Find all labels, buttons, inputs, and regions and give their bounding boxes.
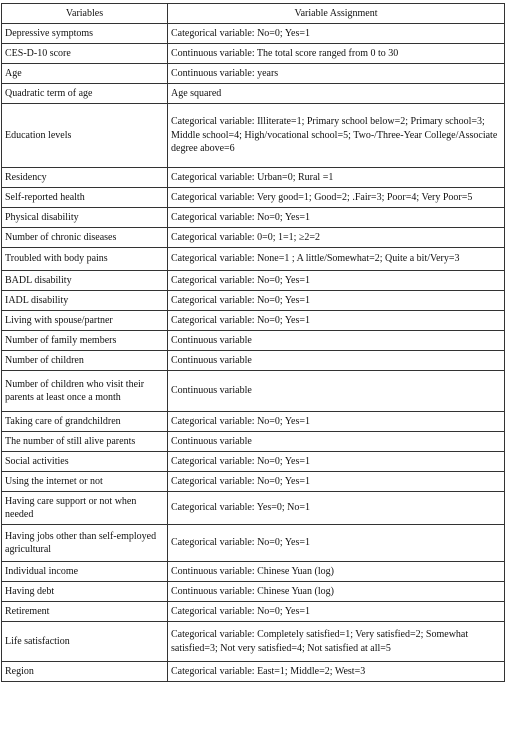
variable-cell: Individual income (2, 562, 168, 582)
variable-cell: Retirement (2, 602, 168, 622)
table-row (2, 582, 505, 602)
assignment-cell: Continuous variable: The total score ranged from 0 to 30 (168, 44, 505, 64)
table-row (2, 168, 505, 188)
table-row (2, 525, 505, 562)
variable-cell: Having care support or not when needed (2, 492, 168, 525)
variable-cell: Troubled with body pains (2, 248, 168, 271)
table-row (2, 562, 505, 582)
assignment-cell: Categorical variable: No=0; Yes=1 (168, 208, 505, 228)
table-row (2, 351, 505, 371)
assignment-cell: Categorical variable: No=0; Yes=1 (168, 412, 505, 432)
table-row (2, 602, 505, 622)
assignment-cell: Categorical variable: No=0; Yes=1 (168, 602, 505, 622)
variable-cell: Number of chronic diseases (2, 228, 168, 248)
table-row (2, 412, 505, 432)
assignment-cell: Categorical variable: No=0; Yes=1 (168, 24, 505, 44)
assignment-cell: Categorical variable: No=0; Yes=1 (168, 271, 505, 291)
assignment-cell: Age squared (168, 84, 505, 104)
table-row (2, 492, 505, 525)
variable-cell: The number of still alive parents (2, 432, 168, 452)
table-row (2, 371, 505, 412)
table-row (2, 271, 505, 291)
variable-table-container (1, 3, 504, 682)
table-row (2, 291, 505, 311)
assignment-cell: Categorical variable: No=0; Yes=1 (168, 311, 505, 331)
assignment-cell: Continuous variable: years (168, 64, 505, 84)
assignment-cell: Categorical variable: Urban=0; Rural =1 (168, 168, 505, 188)
assignment-cell: Categorical variable: Illiterate=1; Primary school below=2; Primary school=3; Middle school=4; High/vocational school=5; Two-/Three-Year College/Associate degree above=6 (168, 104, 505, 168)
table-row (2, 228, 505, 248)
variable-cell: Quadratic term of age (2, 84, 168, 104)
assignment-cell: Continuous variable (168, 331, 505, 351)
variable-assignment-table (1, 3, 505, 682)
variable-cell: Physical disability (2, 208, 168, 228)
header-row (2, 4, 505, 24)
assignment-cell: Categorical variable: 0=0; 1=1; ≥2=2 (168, 228, 505, 248)
table-row (2, 84, 505, 104)
table-row (2, 104, 505, 168)
variable-cell: Having debt (2, 582, 168, 602)
table-row (2, 208, 505, 228)
assignment-cell: Categorical variable: East=1; Middle=2; West=3 (168, 662, 505, 682)
table-row (2, 188, 505, 208)
table-row (2, 432, 505, 452)
table-body (2, 24, 505, 682)
variable-cell: Number of children (2, 351, 168, 371)
table-row (2, 472, 505, 492)
variable-cell: Life satisfaction (2, 622, 168, 662)
variable-cell: Number of children who visit their parents at least once a month (2, 371, 168, 412)
header-variable-assignment: Variable Assignment (168, 4, 505, 24)
table-row (2, 44, 505, 64)
assignment-cell: Categorical variable: No=0; Yes=1 (168, 452, 505, 472)
variable-cell: Region (2, 662, 168, 682)
variable-cell: Self-reported health (2, 188, 168, 208)
variable-cell: Using the internet or not (2, 472, 168, 492)
assignment-cell: Categorical variable: No=0; Yes=1 (168, 525, 505, 562)
variable-cell: Residency (2, 168, 168, 188)
assignment-cell: Continuous variable: Chinese Yuan (log) (168, 562, 505, 582)
table-row (2, 452, 505, 472)
assignment-cell: Categorical variable: No=0; Yes=1 (168, 291, 505, 311)
variable-cell: Number of family members (2, 331, 168, 351)
table-row (2, 622, 505, 662)
assignment-cell: Continuous variable (168, 351, 505, 371)
assignment-cell: Categorical variable: Yes=0; No=1 (168, 492, 505, 525)
table-row (2, 662, 505, 682)
assignment-cell: Categorical variable: Very good=1; Good=2; .Fair=3; Poor=4; Very Poor=5 (168, 188, 505, 208)
table-row (2, 248, 505, 271)
table-row (2, 64, 505, 84)
assignment-cell: Continuous variable: Chinese Yuan (log) (168, 582, 505, 602)
header-variables: Variables (2, 4, 168, 24)
variable-cell: Education levels (2, 104, 168, 168)
assignment-cell: Categorical variable: Completely satisfied=1; Very satisfied=2; Somewhat satisfied=3; Not very satisfied=4; Not satisfied at all=5 (168, 622, 505, 662)
table-row (2, 331, 505, 351)
variable-cell: Taking care of grandchildren (2, 412, 168, 432)
table-row (2, 24, 505, 44)
variable-cell: BADL disability (2, 271, 168, 291)
assignment-cell: Categorical variable: None=1 ; A little/Somewhat=2; Quite a bit/Very=3 (168, 248, 505, 271)
table-row (2, 311, 505, 331)
assignment-cell: Continuous variable (168, 371, 505, 412)
assignment-cell: Categorical variable: No=0; Yes=1 (168, 472, 505, 492)
variable-cell: CES-D-10 score (2, 44, 168, 64)
variable-cell: Social activities (2, 452, 168, 472)
variable-cell: Having jobs other than self-employed agricultural (2, 525, 168, 562)
variable-cell: Depressive symptoms (2, 24, 168, 44)
variable-cell: Living with spouse/partner (2, 311, 168, 331)
variable-cell: Age (2, 64, 168, 84)
variable-cell: IADL disability (2, 291, 168, 311)
assignment-cell: Continuous variable (168, 432, 505, 452)
